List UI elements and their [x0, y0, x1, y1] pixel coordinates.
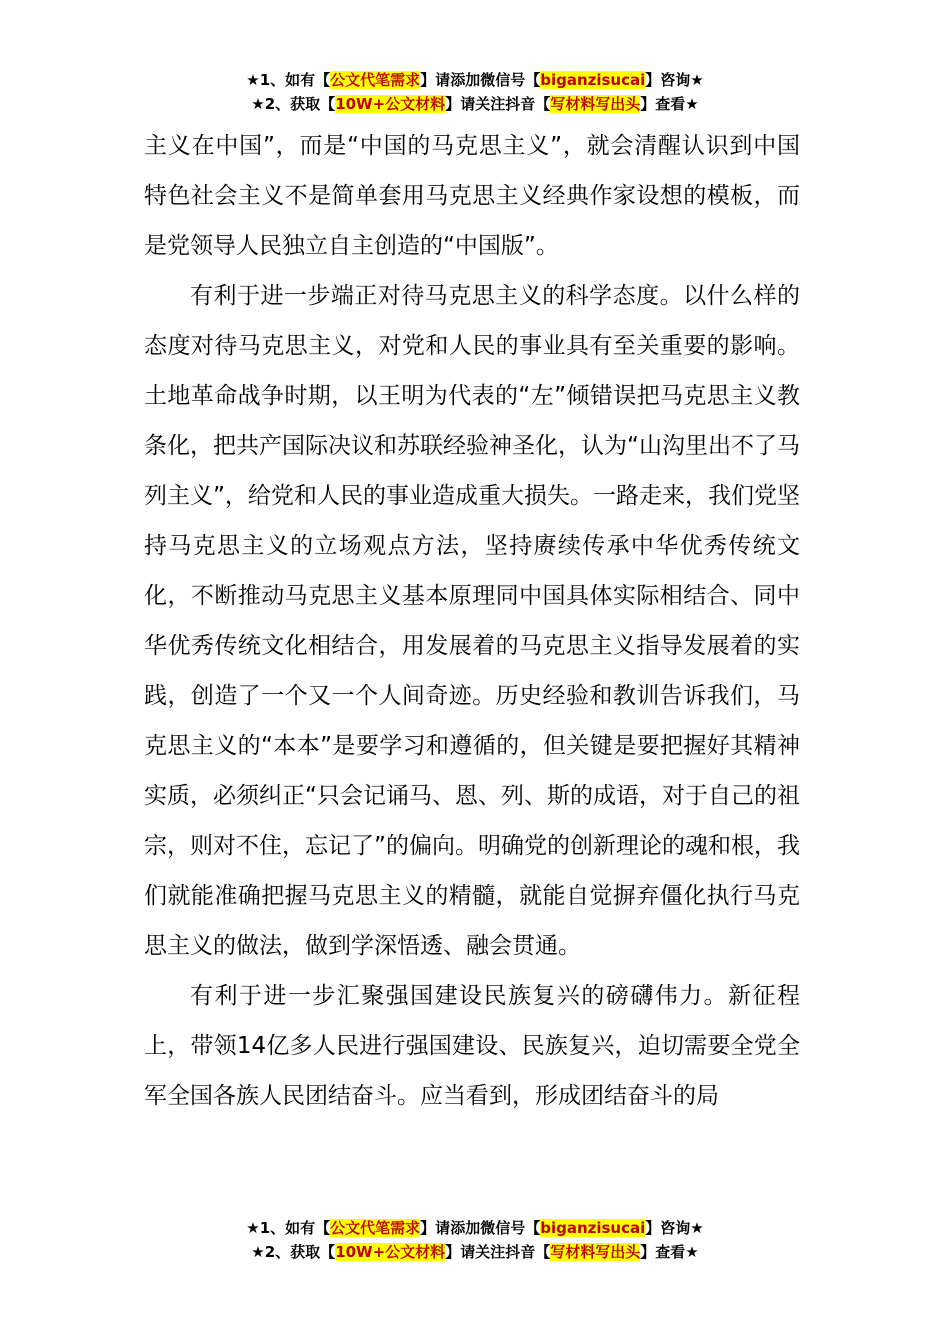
banner-text: 】咨询★: [645, 1219, 704, 1237]
banner-highlight-douyin: 写材料写出头: [550, 95, 641, 113]
bottom-banner: [0, 1216, 950, 1264]
banner-highlight-wechat: biganzisucai: [540, 1219, 646, 1237]
banner-line-2: [0, 92, 950, 116]
paragraph-continued: 主义在中国”，而是“中国的马克思主义”，就会清醒认识到中国特色社会主义不是简单套用马克思主义经典作家设想的模板，而是党领导人民独立自主创造的“中国版”。: [144, 133, 800, 259]
banner-line-2: [0, 1240, 950, 1264]
banner-text: 】请: [445, 95, 476, 113]
banner-highlight-douyin: 写材料写出头: [550, 1243, 641, 1261]
banner-text: 】请: [420, 1219, 451, 1237]
banner-emphasis: 关注: [475, 95, 506, 113]
banner-emphasis: 关注: [475, 1243, 506, 1261]
banner-text: 】咨询★: [645, 71, 704, 89]
banner-text: 】查看★: [640, 95, 699, 113]
document-body: [144, 121, 800, 1121]
banner-highlight-materials: 10W+公文材料: [335, 95, 446, 113]
banner-text: ★2、获取【: [251, 95, 336, 113]
paragraph-national-rejuvenation: 有利于进一步汇聚强国建设民族复兴的磅礴伟力。新征程上，带领14亿多人民进行强国建设、民族复兴，迫切需要全党全军全国各族人民团结奋斗。应当看到，形成团结奋斗的局: [144, 983, 800, 1109]
banner-highlight-wechat: biganzisucai: [540, 71, 646, 89]
banner-text: 抖音【: [505, 95, 551, 113]
banner-highlight-service: 公文代笔需求: [330, 71, 421, 89]
banner-text: 微信号【: [480, 1219, 541, 1237]
banner-line-1: [0, 68, 950, 92]
banner-text: ★2、获取【: [251, 1243, 336, 1261]
banner-text: ★1、如有【: [246, 71, 331, 89]
banner-text: 抖音【: [505, 1243, 551, 1261]
banner-text: 】请: [420, 71, 451, 89]
banner-emphasis: 添加: [450, 71, 481, 89]
banner-highlight-service: 公文代笔需求: [330, 1219, 421, 1237]
banner-emphasis: 添加: [450, 1219, 481, 1237]
banner-highlight-materials: 10W+公文材料: [335, 1243, 446, 1261]
banner-text: 】查看★: [640, 1243, 699, 1261]
banner-line-1: [0, 1216, 950, 1240]
banner-text: ★1、如有【: [246, 1219, 331, 1237]
banner-text: 微信号【: [480, 71, 541, 89]
paragraph-scientific-attitude: 有利于进一步端正对待马克思主义的科学态度。以什么样的态度对待马克思主义，对党和人民的事业具有至关重要的影响。土地革命战争时期，以王明为代表的“左”倾错误把马克思主义教条化，把共产国际决议和苏联经验神圣化，认为“山沟里出不了马列主义”，给党和人民的事业造成重大损失。一路走来，我们党坚持马克思主义的立场观点方法，坚持赓续传承中华优秀传统文化，不断推动马克思主义基本原理同中国具体实际相结合、同中华优秀传统文化相结合，用发展着的马克思主义指导发展着的实践，创造了一个又一个人间奇迹。历史经验和教训告诉我们，马克思主义的“本本”是要学习和遵循的，但关键是要把握好其精神实质，必须纠正“只会记诵马、恩、列、斯的成语，对于自己的祖宗，则对不住，忘记了”的偏向。明确党的创新理论的魂和根，我们就能准确把握马克思主义的精髓，就能自觉摒弃僵化执行马克思主义的做法，做到学深悟透、融会贯通。: [144, 283, 800, 959]
top-banner: [0, 68, 950, 116]
banner-text: 】请: [445, 1243, 476, 1261]
